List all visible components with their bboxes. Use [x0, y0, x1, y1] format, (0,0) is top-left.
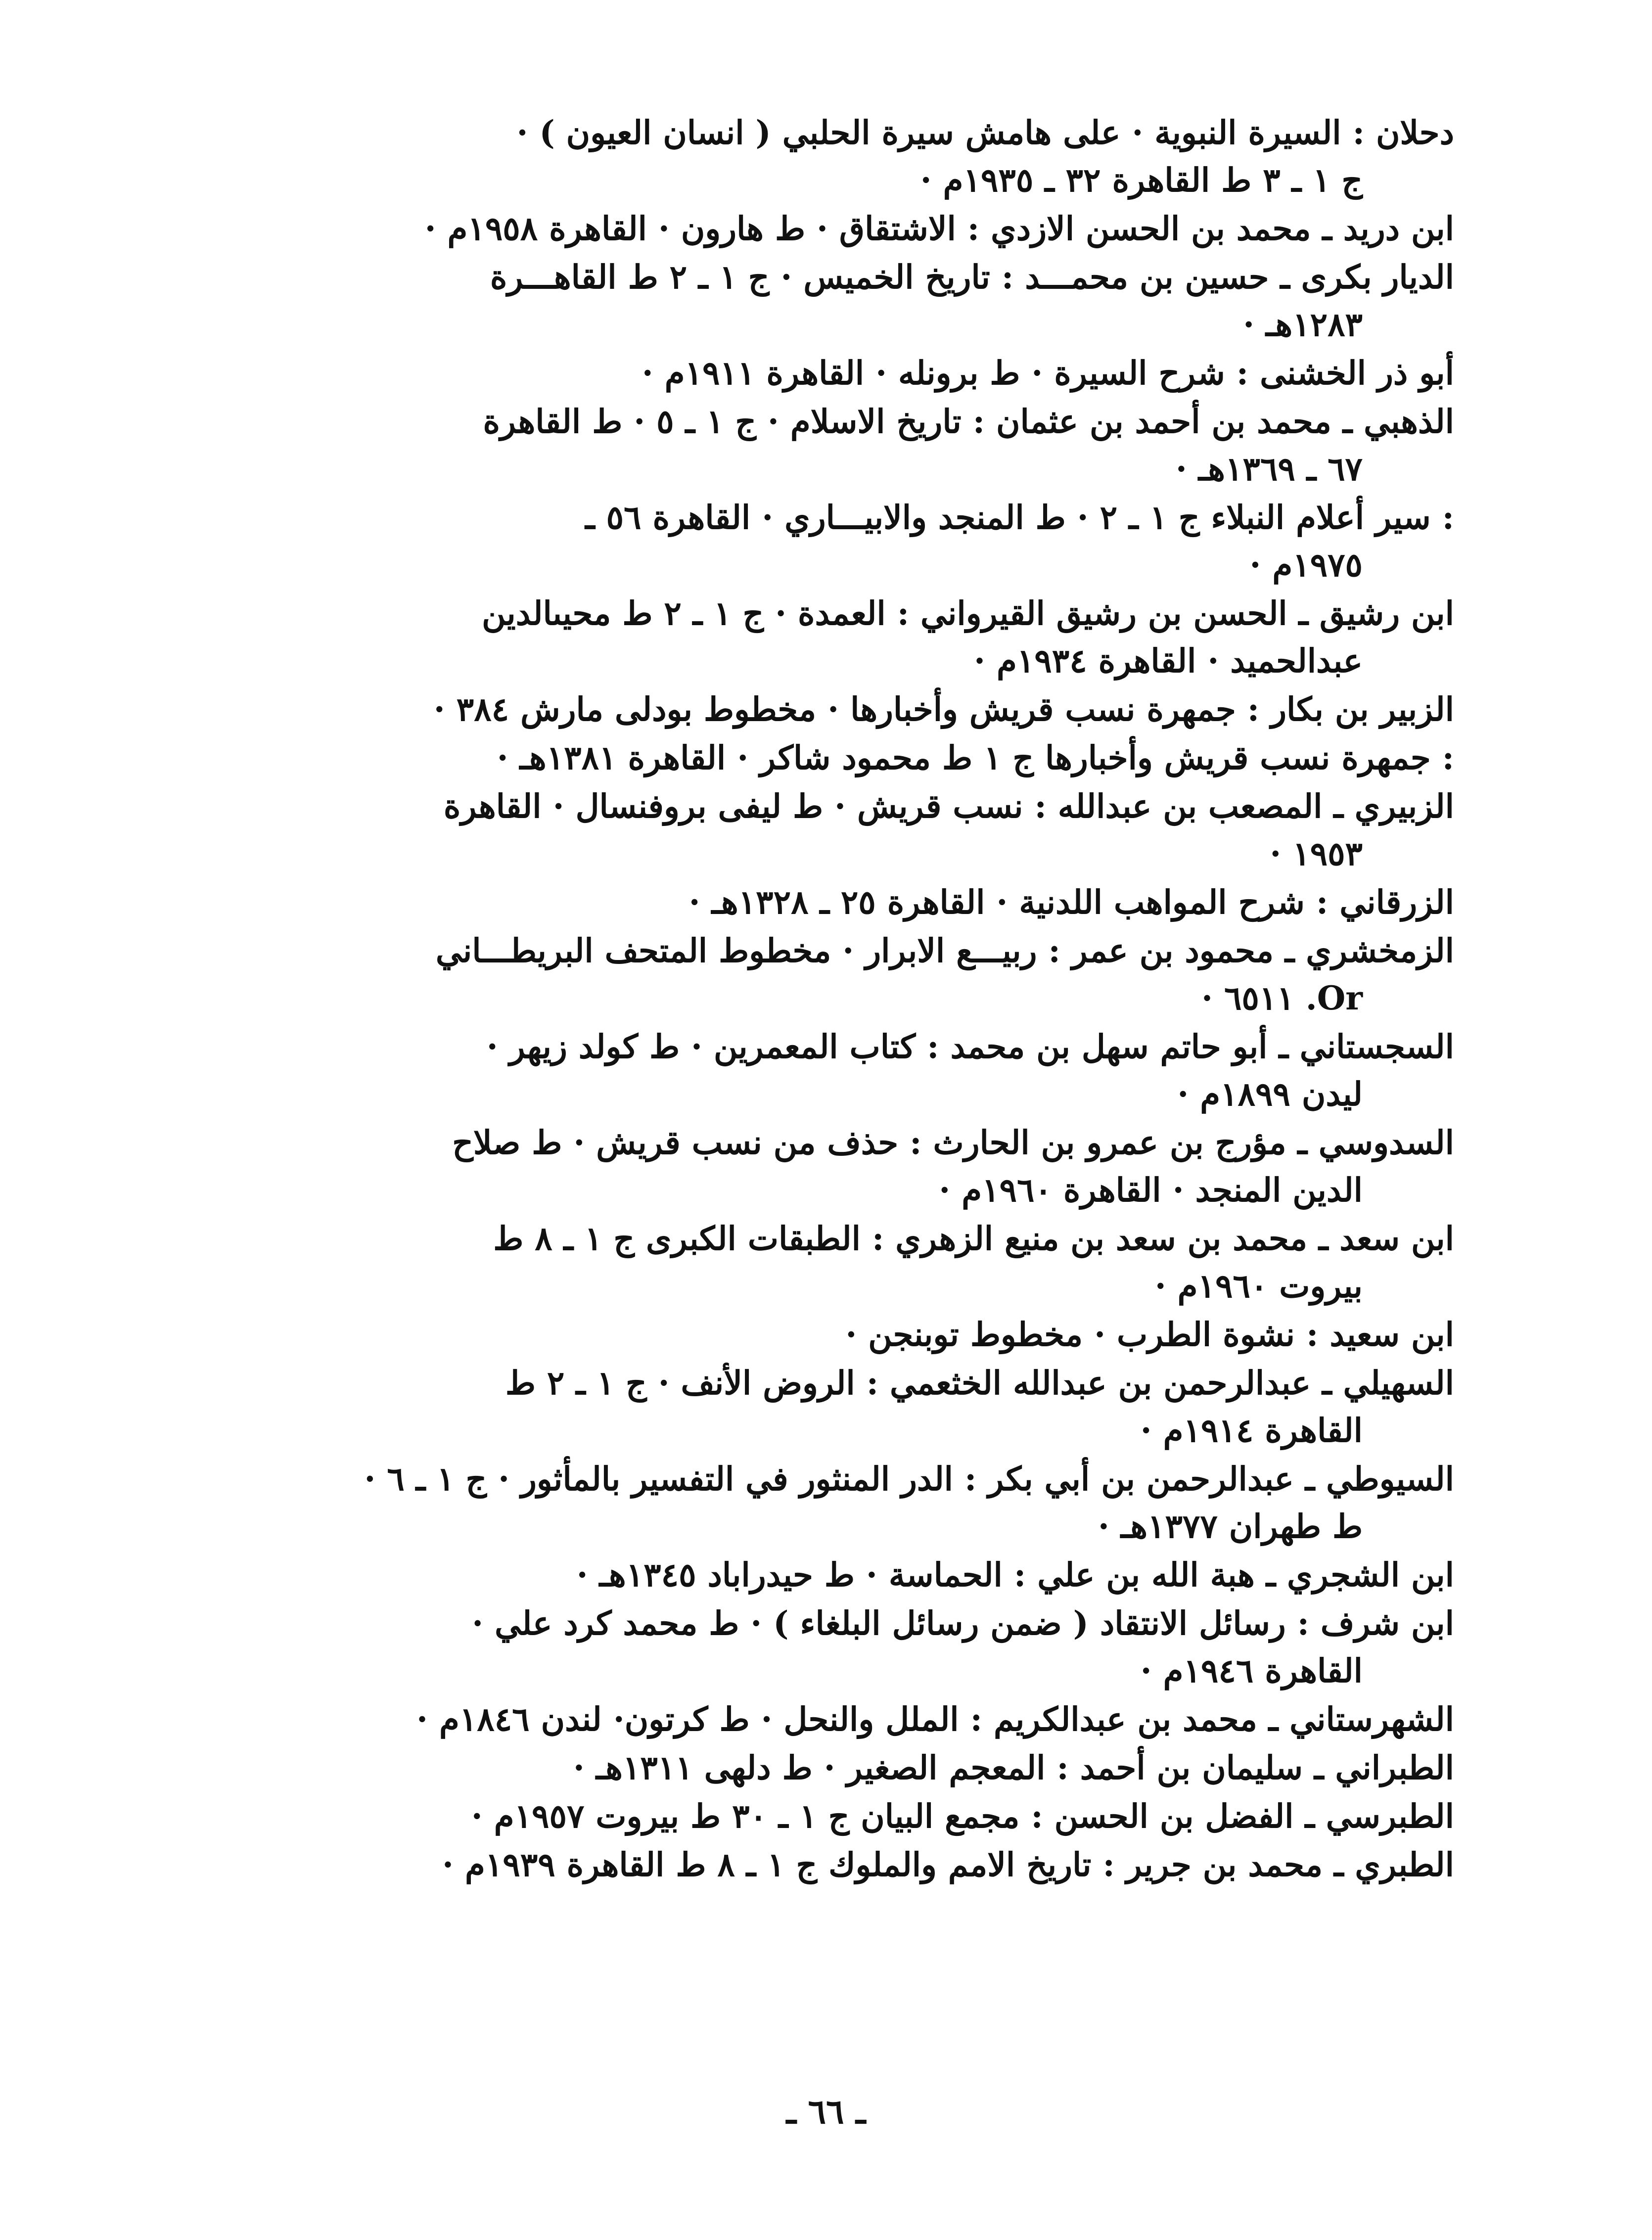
bibliography-entry	[188, 927, 1454, 1022]
entry-line: أبو ذر الخشنى : شرح السيرة · ط برونله · القاهرة ١٩١١م ·	[642, 354, 1454, 392]
entry-line: دحلان : السيرة النبوية · على هامش سيرة الحلبي ( انسان العيون ) ·	[516, 113, 1454, 152]
bibliography-entry	[188, 734, 1454, 781]
entry-continuation-line: القاهرة ١٩٤٦م ·	[1140, 1651, 1363, 1690]
entry-continuation-line: ١٢٨٣هـ ·	[1243, 305, 1363, 344]
entry-line: الشهرستاني ـ محمد بن عبدالكريم : الملل والنحل · ط كرتون· لندن ١٨٤٦م ·	[416, 1700, 1454, 1738]
entry-line: ابن شرف : رسائل الانتقاد ( ضمن رسائل البلغاء ) · ط محمد كرد علي ·	[472, 1604, 1454, 1643]
bibliography-entry	[188, 1600, 1454, 1694]
entry-line: الطبراني ـ سليمان بن أحمد : المعجم الصغير · ط دلهى ١٣١١هـ ·	[573, 1748, 1454, 1787]
page-number: ـ ٦٦ ـ	[786, 2092, 866, 2132]
bibliography-entry	[188, 782, 1454, 877]
bibliography-entry	[188, 494, 1454, 589]
bibliography-entry	[188, 398, 1454, 493]
entry-line: الذهبي ـ محمد بن أحمد بن عثمان : تاريخ الاسلام · ج ١ ـ ٥ · ط القاهرة	[483, 402, 1454, 441]
bibliography-entry	[188, 1841, 1454, 1888]
bibliography-entry	[188, 109, 1454, 204]
entry-line: الزرقاني : شرح المواهب اللدنية · القاهرة ٢٥ ـ ١٣٢٨هـ ·	[688, 883, 1454, 921]
entry-line: : سير أعلام النبلاء ج ١ ـ ٢ · ط المنجد والابيـــاري · القاهرة ٥٦ ـ	[585, 498, 1454, 537]
bibliography-entry	[188, 1792, 1454, 1840]
entry-line: الزبير بن بكار : جمهرة نسب قريش وأخبارها · مخطوط بودلى مارش ٣٨٤ ·	[433, 690, 1454, 729]
bibliography-entry	[188, 205, 1454, 252]
bibliography-list	[188, 109, 1454, 1889]
bibliography-entry	[188, 1359, 1454, 1454]
entry-line: ابن سعيد : نشوة الطرب · مخطوط توبنجن ·	[845, 1315, 1454, 1354]
bibliography-entry	[188, 1455, 1454, 1550]
entry-continuation-line: ١٩٧٥م ·	[1249, 546, 1363, 584]
entry-continuation-line: Or. ٦٥١١ ·	[1201, 979, 1363, 1017]
entry-continuation-line: الدين المنجد · القاهرة ١٩٦٠م ·	[939, 1171, 1363, 1209]
entry-line: الطبرسي ـ الفضل بن الحسن : مجمع البيان ج ١ ـ ٣٠ ط بيروت ١٩٥٧م ·	[471, 1797, 1454, 1835]
entry-line: السدوسي ـ مؤرج بن عمرو بن الحارث : حذف من نسب قريش · ط صلاح	[452, 1123, 1454, 1162]
entry-line: الطبري ـ محمد بن جرير : تاريخ الامم والملوك ج ١ ـ ٨ ط القاهرة ١٩٣٩م ·	[442, 1845, 1454, 1884]
bibliography-entry	[188, 878, 1454, 926]
entry-line: : جمهرة نسب قريش وأخبارها ج ١ ط محمود شاكر · القاهرة ١٣٨١هـ ·	[497, 738, 1454, 777]
bibliography-entry	[188, 253, 1454, 348]
entry-continuation-line: ٦٧ ـ ١٣٦٩هـ ·	[1175, 450, 1363, 488]
bibliography-entry	[188, 686, 1454, 733]
bibliography-entry	[188, 590, 1454, 685]
entry-continuation-line: عبدالحميد · القاهرة ١٩٣٤م ·	[974, 641, 1363, 680]
entry-line: ابن دريد ـ محمد بن الحسن الازدي : الاشتقاق · ط هارون · القاهرة ١٩٥٨م ·	[424, 209, 1454, 248]
bibliography-entry	[188, 1551, 1454, 1599]
entry-line: الديار بكرى ـ حسين بن محمـــد : تاريخ الخميس · ج ١ ـ ٢ ط القاهـــرة	[490, 258, 1454, 296]
bibliography-entry	[188, 1215, 1454, 1310]
entry-line: الزبيري ـ المصعب بن عبدالله : نسب قريش · ط ليفى بروفنسال · القاهرة	[443, 787, 1454, 825]
entry-continuation-line: ط طهران ١٣٧٧هـ ·	[1098, 1507, 1363, 1546]
bibliography-entry	[188, 1744, 1454, 1791]
entry-continuation-line: القاهرة ١٩١٤م ·	[1140, 1411, 1363, 1450]
entry-line: ابن سعد ـ محمد بن سعد بن منيع الزهري : الطبقات الكبرى ج ١ ـ ٨ ط	[493, 1219, 1454, 1258]
entry-line: ابن الشجري ـ هبة الله بن علي : الحماسة · ط حيدراباد ١٣٤٥هـ ·	[576, 1555, 1454, 1594]
bibliography-entry	[188, 1695, 1454, 1743]
entry-line: الزمخشري ـ محمود بن عمر : ربيـــع الابرار · مخطوط المتحف البريطـــاني	[435, 931, 1454, 970]
entry-continuation-line: ١٩٥٣ ·	[1270, 834, 1363, 873]
entry-continuation-line: بيروت ١٩٦٠م ·	[1154, 1267, 1363, 1305]
bibliography-entry	[188, 349, 1454, 397]
entry-line: ابن رشيق ـ الحسن بن رشيق القيرواني : العمدة · ج ١ ـ ٢ ط محيىالدين	[482, 594, 1454, 633]
entry-continuation-line: ليدن ١٨٩٩م ·	[1177, 1075, 1363, 1113]
bibliography-entry	[188, 1311, 1454, 1358]
entry-line: السهيلي ـ عبدالرحمن بن عبدالله الخثعمي : الروض الأنف · ج ١ ـ ٢ ط	[505, 1364, 1454, 1402]
bibliography-entry	[188, 1023, 1454, 1118]
bibliography-entry	[188, 1119, 1454, 1214]
entry-line: السيوطي ـ عبدالرحمن بن أبي بكر : الدر المنثور في التفسير بالمأثور · ج ١ ـ ٦ ·	[364, 1460, 1454, 1498]
entry-continuation-line: ج ١ ـ ٣ ط القاهرة ٣٢ ـ ١٩٣٥م ·	[920, 161, 1363, 199]
entry-line: السجستاني ـ أبو حاتم سهل بن محمد : كتاب المعمرين · ط كولد زيهر ·	[486, 1027, 1454, 1066]
